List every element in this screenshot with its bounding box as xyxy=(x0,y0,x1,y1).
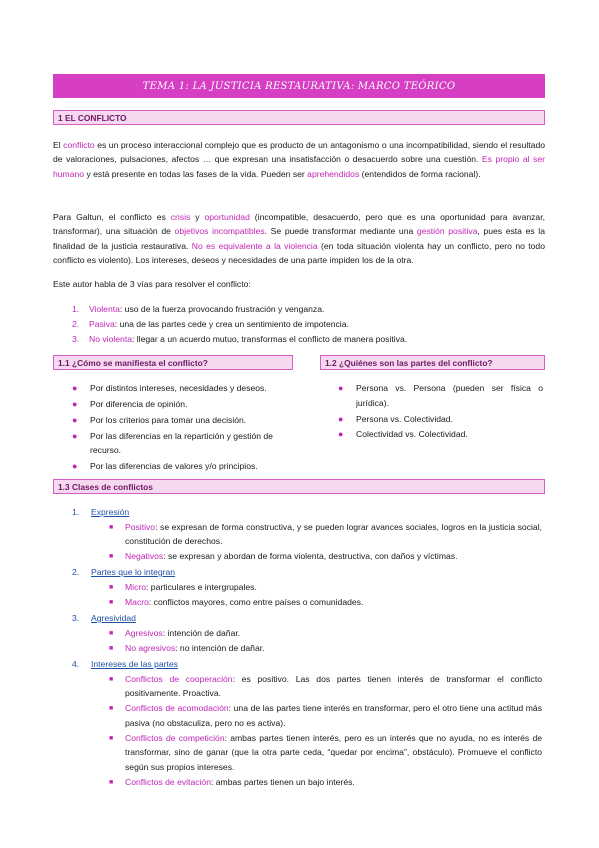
term-conflicto: conflicto xyxy=(63,140,95,150)
list-item: 3. No violenta: llegar a un acuerdo mutuo, transformas el conflicto de manera positiva. xyxy=(72,334,408,344)
square-bullet-icon: ■ xyxy=(109,629,114,637)
list-item: 2. Pasiva: una de las partes cede y crea un sentimiento de impotencia. xyxy=(72,319,349,329)
square-bullet-icon: ■ xyxy=(109,599,114,607)
list-item: ● Por las diferencias de valores y/o principios. xyxy=(72,459,292,474)
term-crisis: crisis xyxy=(170,212,191,222)
category-expresion: 1. Expresión xyxy=(72,507,130,517)
bullet-icon: ● xyxy=(72,414,78,425)
list-item: ■ Macro: conflictos mayores, como entre países o comunidades. xyxy=(72,595,542,611)
paragraph-vias-intro: Este autor habla de 3 vías para resolver el conflicto: xyxy=(53,279,251,289)
paragraph-definicion: El conflicto es un proceso interaccional complejo que es producto de un antagonismo o una incompatibilidad, siendo el resultado de valoraciones, pulsaciones, afectos … que expresan una insatisfacción o desacuerdo sobre una cuestión. Es propio al ser humano y está presente en todas las fases de la vida. Pueden ser aprehendidos (entendidos de forma racional). xyxy=(53,140,546,179)
square-bullet-icon: ■ xyxy=(109,705,114,713)
category-agresividad: 3. Agresividad xyxy=(72,612,136,623)
section-heading-manifiesta: 1.1 ¿Cómo se manifiesta el conflicto? xyxy=(53,355,293,370)
list-item: ■ No agresivos: no intención de dañar. xyxy=(72,641,542,657)
term-no-violencia: No es equivalente a la violencia xyxy=(191,240,318,251)
clases-list xyxy=(72,505,542,790)
list-item: ● Colectividad vs. Colectividad. xyxy=(338,427,543,442)
partes-list xyxy=(338,381,543,443)
bullet-icon: ● xyxy=(72,398,78,409)
list-item: ● Persona vs. Colectividad. xyxy=(338,412,543,427)
manifiesta-list xyxy=(72,381,292,475)
list-item: ■ Negativos: se expresan y abordan de forma violenta, destructiva, con daños y víctimas. xyxy=(72,549,542,565)
square-bullet-icon: ■ xyxy=(109,778,114,786)
term-objetivos-incompatibles: objetivos incompatibles xyxy=(174,226,265,237)
category-intereses: 4. Intereses de las partes xyxy=(72,659,178,670)
list-item: ■ Micro: particulares e intergrupales. xyxy=(72,580,542,596)
category-partes: 2. Partes que lo integran xyxy=(72,566,176,577)
list-item: ■ Agresivos: intención de dañar. xyxy=(72,626,542,642)
list-item: ● Persona vs. Persona (pueden ser física o jurídica). xyxy=(338,383,543,408)
term-oportunidad: oportunidad xyxy=(204,212,250,222)
bullet-icon: ● xyxy=(72,383,78,393)
list-item: ■ Conflictos de competición: ambas partes tienen interés, pero es un interés que no ayuda, no es interés de transformar, sino de ganar (que la otra parte ceda, “quedar por encima”, obstáculo). Promueve el conflicto según sus propios intereses. xyxy=(72,731,542,775)
vias-list xyxy=(72,302,542,347)
section-heading-el-conflicto: 1 EL CONFLICTO xyxy=(53,110,545,125)
bullet-icon: ● xyxy=(338,383,344,393)
square-bullet-icon: ■ xyxy=(109,523,114,531)
section-heading-clases: 1.3 Clases de conflictos xyxy=(53,479,545,494)
list-item: ● Por los criterios para tomar una decisión. xyxy=(72,413,292,428)
list-item: ● Por las diferencias en la repartición y gestión de recurso. xyxy=(72,430,273,456)
list-item: ● Por diferencia de opinión. xyxy=(72,397,292,412)
list-item: ■ Positivo: se expresan de forma constructiva, y se pueden lograr avances sociales, logros en la justicia social, constitución de derechos. xyxy=(72,520,542,549)
square-bullet-icon: ■ xyxy=(109,645,114,653)
square-bullet-icon: ■ xyxy=(109,553,114,561)
bullet-icon: ● xyxy=(72,461,78,472)
term-gestion-positiva: gestión positiva xyxy=(416,226,478,237)
term-propio-ser-humano: Es propio al ser humano xyxy=(53,154,545,179)
list-item: ■ Conflictos de acomodación: una de las partes tiene interés en transformar, pero el otro tiene una actitud más pasiva (no obstaculiza, pero no es activa). xyxy=(72,701,542,730)
list-item: ● Por distintos intereses, necesidades y deseos. xyxy=(72,381,292,396)
bullet-icon: ● xyxy=(338,429,344,440)
section-heading-partes: 1.2 ¿Quiénes son las partes del conflicto? xyxy=(320,355,545,370)
square-bullet-icon: ■ xyxy=(109,675,114,683)
list-item: ■ Conflictos de cooperación: es positivo. Las dos partes tienen interés de transformar el conflicto positivamente. Proactiva. xyxy=(72,672,542,701)
paragraph-galtun: Para Galtun, el conflicto es crisis y oportunidad (incompatible, desacuerdo, pero que es una oportunidad para avanzar, transformar), una situación de objetivos incompatibles. Se puede transformar mediante una gestión positiva, pues esta es la finalidad de la justicia restaurativa. No es equivalente a la violencia (en toda situación violenta hay un conflicto, pero no todo conflicto es violento). Los intereses, deseos y necesidades de una parte impiden los de la otra. xyxy=(53,212,545,266)
square-bullet-icon: ■ xyxy=(109,583,114,591)
bullet-icon: ● xyxy=(338,413,344,424)
square-bullet-icon: ■ xyxy=(109,734,114,742)
list-item: 1. Violenta: uso de la fuerza provocando frustración y venganza. xyxy=(72,304,325,314)
list-item: ■ Conflictos de evitación: ambas partes tienen un bajo interés. xyxy=(72,775,542,791)
document-title: TEMA 1: LA JUSTICIA RESTAURATIVA: MARCO TEÓRICO xyxy=(53,74,545,98)
bullet-icon: ● xyxy=(72,430,78,441)
term-aprehendidos: aprehendidos xyxy=(307,168,360,179)
